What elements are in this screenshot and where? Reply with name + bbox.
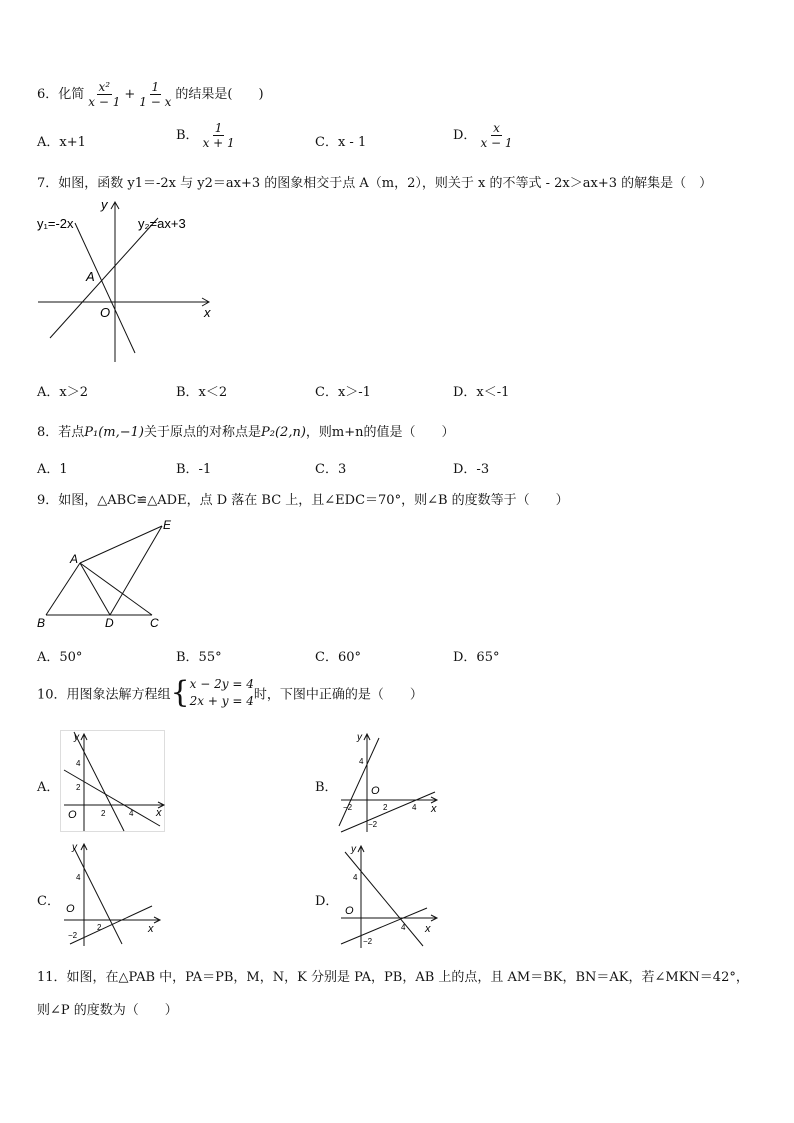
q6-option-b-label: B．	[176, 128, 199, 143]
q8-option-a: A．1	[37, 462, 68, 477]
q6-option-c-text: x - 1	[337, 135, 367, 150]
q6-option-d-fraction	[478, 121, 514, 150]
q8-stem-mid: 关于原点的对称点是	[144, 425, 262, 440]
q7-line-y2	[50, 218, 158, 338]
q6-option-d-label: D．	[453, 128, 477, 143]
q10b-label-2x: 2	[383, 803, 388, 812]
q7-label-a: A	[86, 269, 95, 284]
q7-label-x: x	[204, 305, 211, 320]
q10-option-a-label: A．	[37, 780, 60, 795]
q7-label-y: y	[101, 197, 108, 212]
q10b-label-neg2y: −2	[368, 820, 378, 829]
q10-stem-prefix: 10．用图象法解方程组	[37, 687, 171, 703]
q10c-label-y: y	[72, 842, 77, 853]
q10b-label-x: x	[431, 803, 437, 815]
q6-plus: +	[124, 87, 136, 102]
q6-option-b-num: 1	[214, 121, 223, 135]
q6-option-c-label: C．	[315, 135, 338, 150]
q9-segment-ac	[80, 563, 152, 615]
q10-graph-c	[60, 840, 170, 950]
q9-label-e: E	[163, 518, 172, 532]
q8-point-p2: P₂(2,n)	[261, 425, 306, 440]
q9-segment-ab	[46, 563, 80, 615]
q6-option-d-num: x	[493, 121, 500, 135]
q9-option-d: D．65°	[453, 650, 500, 665]
q9-option-b: B．55°	[176, 650, 222, 665]
question-11-line-2: 则∠P 的度数为（ ）	[37, 1003, 178, 1018]
q7-label-o: O	[100, 305, 111, 320]
question-11-line-1: 11．如图，在△PAB 中，PA＝PB，M，N，K 分别是 PA，PB，AB 上的点，且 AM＝BK，BN＝AK，若∠MKN＝42°，	[37, 970, 749, 985]
q10c-label-x: x	[148, 923, 154, 935]
question-10-stem	[37, 676, 423, 710]
q6-frac1-numerator: x²	[98, 80, 111, 94]
q9-figure	[34, 515, 179, 635]
q6-frac1-denominator: x − 1	[88, 95, 121, 109]
q6-stem-prefix: 6．化简	[37, 87, 85, 102]
q6-option-d	[453, 121, 517, 150]
q10c-label-o: O	[66, 903, 75, 915]
question-9-stem: 9．如图，△ABC≌△ADE，点 D 落在 BC 上，且∠EDC＝70°，则∠B 的度数等于（ ）	[37, 493, 569, 508]
q10a-label-2y: 2	[76, 783, 81, 792]
q9-label-b: B	[37, 616, 46, 630]
q10-graph-b	[337, 730, 445, 834]
q6-option-a-text: x+1	[59, 135, 86, 150]
q7-option-d: D．x＜-1	[453, 385, 510, 400]
q10-graph-a	[60, 730, 170, 832]
q6-fraction-1	[86, 80, 122, 109]
q6-option-c	[315, 131, 366, 150]
q10-equation-2: 2x + y = 4	[189, 694, 254, 708]
q10-brace: {	[170, 675, 190, 710]
q7-graph	[30, 195, 220, 365]
q10-stem-suffix: 时，下图中正确的是（ ）	[253, 687, 423, 703]
q10b-label-y: y	[357, 732, 362, 743]
q9-label-a: A	[70, 552, 79, 566]
q8-point-p1: P₁(m,−1)	[84, 425, 145, 440]
q9-label-d: D	[105, 616, 114, 630]
q8-stem-prefix: 8．若点	[37, 425, 85, 440]
q10c-label-4y: 4	[76, 873, 81, 882]
q7-label-y2: y₂=ax+3	[138, 216, 186, 231]
q10a-label-y: y	[74, 732, 79, 743]
q10-option-b-label: B．	[315, 780, 338, 795]
q10d-label-o: O	[345, 905, 354, 917]
q6-option-d-den: x − 1	[480, 136, 513, 150]
q6-stem-suffix: 的结果是( )	[175, 87, 264, 102]
q6-frac2-numerator: 1	[151, 80, 160, 94]
question-7-stem: 7．如图，函数 y1＝-2x 与 y2＝ax+3 的图象相交于点 A（m，2），则关于 x 的不等式 - 2x＞ax+3 的解集是（ ）	[37, 176, 713, 191]
q10-equation-1: x − 2y = 4	[189, 677, 254, 691]
q9-segment-de	[110, 526, 162, 615]
q10c-label-2x: 2	[97, 923, 102, 932]
q10d-label-4y: 4	[353, 873, 358, 882]
q10b-label-o: O	[371, 785, 380, 797]
q10-option-d-label: D．	[315, 894, 339, 909]
q9-label-c: C	[150, 616, 159, 630]
q6-option-b-den: x + 1	[202, 136, 235, 150]
q10-equation-system	[190, 676, 254, 710]
q10b-label-4y: 4	[359, 757, 364, 766]
q10a-label-2x: 2	[101, 809, 106, 818]
q8-option-c: C．3	[315, 462, 347, 477]
q7-label-y1: y₁=-2x	[37, 216, 74, 231]
q10d-label-neg2y: −2	[363, 937, 373, 946]
q10b-label-4x: 4	[412, 803, 417, 812]
q10c-label-neg2y: −2	[68, 931, 78, 940]
q10d-label-y: y	[351, 844, 356, 855]
q7-option-c: C．x＞-1	[315, 385, 371, 400]
q7-option-a: A．x＞2	[37, 385, 88, 400]
q6-option-b	[176, 121, 239, 150]
q9-option-a: A．50°	[37, 650, 83, 665]
q7-option-b: B．x＜2	[176, 385, 228, 400]
q6-option-a-label: A．	[37, 135, 60, 150]
q7-line-y1	[75, 223, 135, 353]
q6-option-b-fraction	[201, 121, 237, 150]
q6-frac2-denominator: 1 − x	[139, 95, 172, 109]
q10-option-c-label: C．	[37, 894, 60, 909]
q8-stem-suffix: ，则m+n的值是（ ）	[305, 425, 455, 440]
q10d-label-4x: 4	[401, 923, 406, 932]
q10-graph-d	[337, 842, 445, 950]
q10a-label-x: x	[156, 807, 162, 819]
q8-option-d: D．-3	[453, 462, 490, 477]
q10d-label-x: x	[425, 923, 431, 935]
q6-option-a	[37, 131, 86, 150]
question-6	[37, 80, 264, 109]
q10b-label-neg2x: −2	[343, 803, 353, 812]
q9-segment-ae	[80, 526, 162, 563]
q9-option-c: C．60°	[315, 650, 361, 665]
q8-option-b: B．-1	[176, 462, 212, 477]
q10a-label-4y: 4	[76, 759, 81, 768]
question-8-stem	[37, 421, 455, 440]
q10a-label-4x: 4	[129, 809, 134, 818]
q9-segment-ad	[80, 563, 110, 615]
q6-fraction-2	[137, 80, 173, 109]
q10a-label-o: O	[68, 809, 77, 821]
